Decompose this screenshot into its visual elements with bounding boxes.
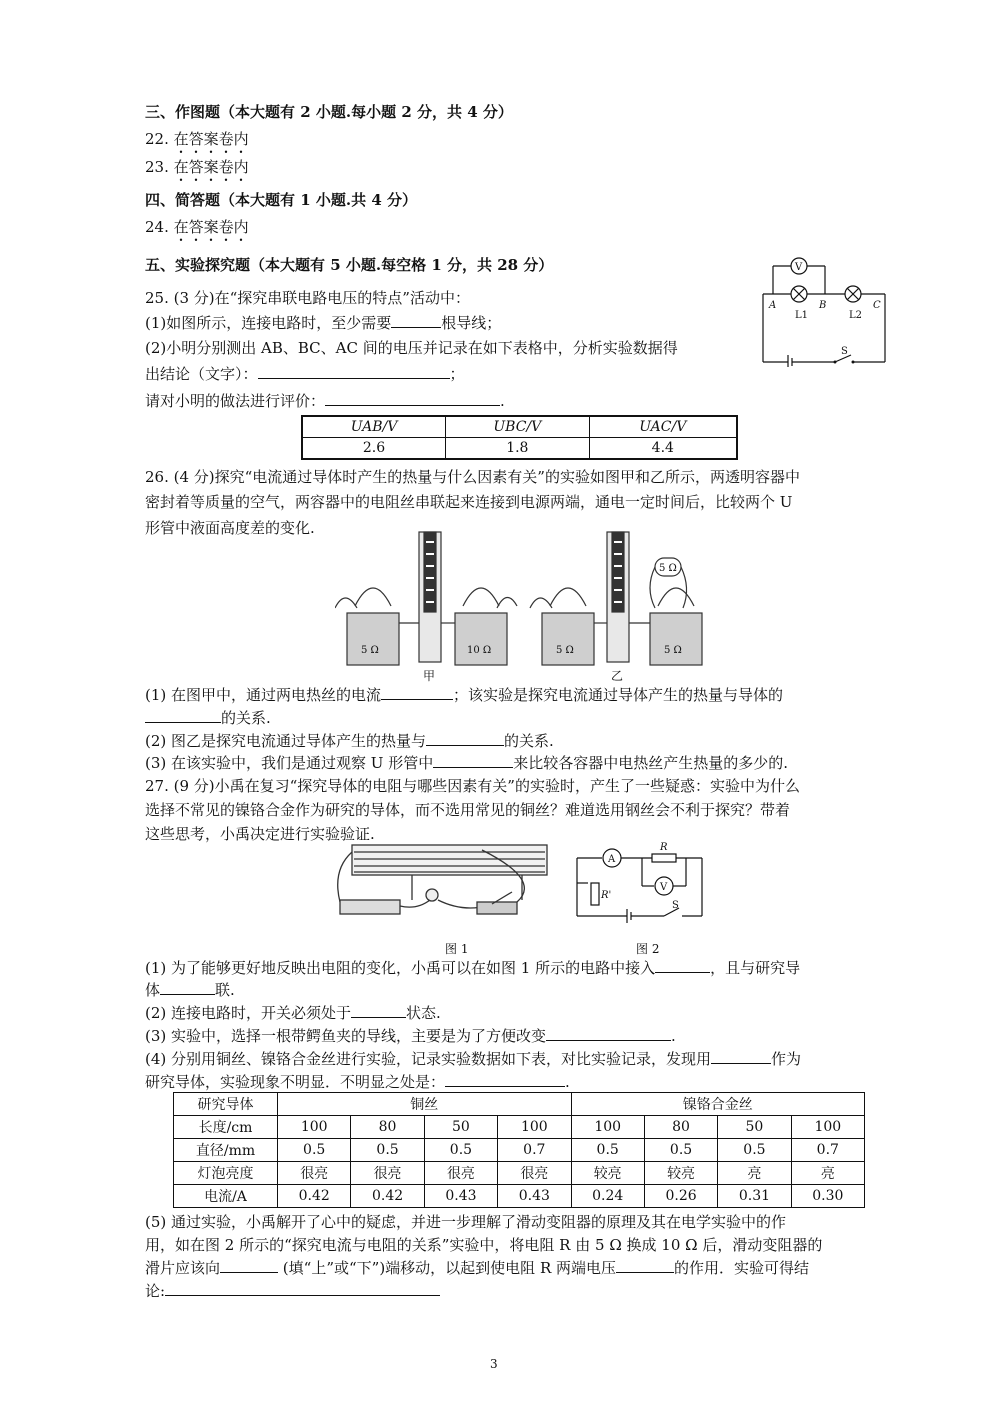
table-cell: 0.5 [571, 1139, 644, 1162]
table-cell: 亮 [718, 1162, 791, 1185]
q25-blank-2[interactable] [258, 364, 450, 379]
table-cell: 2.6 [302, 438, 446, 460]
table-cell: 0.30 [791, 1185, 864, 1208]
q27-blank-2[interactable] [160, 980, 215, 995]
q26-line2: 密封着等质量的空气，两容器中的电阻丝串联起来连接到电源两端，通电一定时间后，比较两个 U [145, 493, 793, 511]
table-cell: 很亮 [351, 1162, 424, 1185]
table-header: 镍铬合金丝 [571, 1093, 865, 1116]
svg-text:A: A [769, 300, 777, 311]
table-cell: 0.5 [718, 1139, 791, 1162]
table-cell: 0.26 [644, 1185, 717, 1208]
q27-figure-2-circuit [572, 838, 707, 923]
table-header: UAC/V [589, 416, 737, 438]
svg-text:S: S [672, 900, 679, 911]
table-cell: 0.7 [791, 1139, 864, 1162]
table-row [174, 1116, 865, 1139]
q25-line5: 请对小明的做法进行评价： . [145, 392, 505, 410]
table-cell: 很亮 [424, 1162, 497, 1185]
table-cell: 0.43 [424, 1185, 497, 1208]
svg-text:甲: 甲 [423, 669, 436, 683]
svg-text:5 Ω: 5 Ω [659, 563, 677, 574]
q27-part5-line3: 滑片应该向 (填“上”或“下”)端移动，以起到使电阻 R 两端电压 的作用．实验可得结 [145, 1259, 810, 1277]
q27-blank-3[interactable] [351, 1003, 406, 1018]
table-cell: 100 [571, 1116, 644, 1139]
q25-voltage-table [301, 415, 738, 460]
q26-apparatus-figure [335, 528, 715, 688]
table-cell: 0.42 [278, 1185, 351, 1208]
q26-blank-3[interactable] [426, 731, 504, 746]
q22: 22. 在答案卷内 [145, 130, 249, 148]
q27-part3: (3) 实验中，选择一根带鳄鱼夹的导线，主要是为了方便改变 . [145, 1027, 676, 1045]
table-cell: 较亮 [571, 1162, 644, 1185]
section-4-title: 四、简答题（本大题有 1 小题.共 4 分） [145, 191, 417, 209]
table-cell: 0.42 [351, 1185, 424, 1208]
q26-part1: (1) 在图甲中，通过两电热丝的电流 ；该实验是探究电流通过导体产生的热量与导体的 [145, 686, 784, 704]
q27-blank-7[interactable] [220, 1258, 278, 1273]
table-cell: 0.5 [351, 1139, 424, 1162]
svg-text:A: A [608, 854, 616, 865]
row-label: 长度/cm [174, 1116, 278, 1139]
table-header: 铜丝 [278, 1093, 572, 1116]
q25-line3: (2)小明分别测出 AB、BC、AC 间的电压并记录在如下表格中，分析实验数据得 [145, 339, 678, 357]
svg-text:L1: L1 [795, 310, 809, 321]
q27-blank-6[interactable] [445, 1072, 565, 1087]
q27-data-table [173, 1092, 865, 1208]
table-header: UAB/V [302, 416, 446, 438]
q27-blank-9[interactable] [165, 1281, 440, 1296]
q25-line4: 出结论（文字）： ； [145, 365, 465, 383]
q27-part1: (1) 为了能够更好地反映出电阻的变化，小禹可以在如图 1 所示的电路中接入 ，且与研究导 [145, 959, 801, 977]
svg-text:乙: 乙 [611, 669, 624, 683]
q23: 23. 在答案卷内 [145, 158, 249, 176]
table-cell: 0.31 [718, 1185, 791, 1208]
table-cell: 100 [791, 1116, 864, 1139]
table-row [174, 1139, 865, 1162]
table-cell: 0.43 [498, 1185, 571, 1208]
table-cell: 100 [278, 1116, 351, 1139]
table-header: 研究导体 [174, 1093, 278, 1116]
q27-figure-1 [332, 840, 552, 920]
q26-line1: 26. (4 分)探究“电流通过导体时产生的热量与什么因素有关”的实验如图甲和乙所示，两透明容器中 [145, 468, 800, 486]
q26-part1-cont: 的关系. [145, 708, 271, 728]
table-cell: 很亮 [278, 1162, 351, 1185]
table-cell: 0.5 [278, 1139, 351, 1162]
q27-figure-1-caption: 图 1 [445, 942, 469, 956]
table-cell: 80 [351, 1116, 424, 1139]
svg-text:R': R' [601, 890, 612, 901]
table-cell: 较亮 [644, 1162, 717, 1185]
q26-part3: (3) 在该实验中，我们是通过观察 U 形管中 来比较各容器中电热丝产生热量的多少的. [145, 754, 788, 772]
q26-blank-2[interactable] [145, 708, 221, 723]
row-label: 直径/mm [174, 1139, 278, 1162]
q27-part5-line1: (5) 通过实验，小禹解开了心中的疑虑，并进一步理解了滑动变阻器的原理及其在电学实验中的作 [145, 1213, 787, 1231]
q26-part2: (2) 图乙是探究电流通过导体产生的热量与 的关系. [145, 732, 554, 750]
q27-line1: 27. (9 分)小禹在复习“探究导体的电阻与哪些因素有关”的实验时，产生了一些疑惑：实验中为什么 [145, 777, 800, 795]
table-cell: 80 [644, 1116, 717, 1139]
table-cell: 0.7 [498, 1139, 571, 1162]
q24: 24. 在答案卷内 [145, 218, 249, 236]
q27-part4-cont: 研究导体，实验现象不明显．不明显之处是： . [145, 1073, 570, 1091]
q27-blank-8[interactable] [616, 1258, 674, 1273]
section-5-title: 五、实验探究题（本大题有 5 小题.每空格 1 分，共 28 分） [145, 256, 554, 274]
table-row [174, 1162, 865, 1185]
svg-text:R: R [660, 842, 668, 853]
q27-figure-2-caption: 图 2 [636, 942, 660, 956]
q25-blank-3[interactable] [325, 391, 500, 406]
row-label: 电流/A [174, 1185, 278, 1208]
svg-text:V: V [795, 262, 803, 273]
table-cell: 0.5 [424, 1139, 497, 1162]
q25-line2: (1)如图所示，连接电路时，至少需要 根导线； [145, 314, 502, 332]
table-cell: 0.24 [571, 1185, 644, 1208]
q27-part2: (2) 连接电路时，开关必须处于 状态. [145, 1004, 441, 1022]
svg-text:5 Ω: 5 Ω [361, 645, 379, 656]
q27-part1-cont: 体 联. [145, 981, 235, 999]
svg-text:10 Ω: 10 Ω [467, 645, 492, 656]
q27-blank-5[interactable] [711, 1049, 771, 1064]
q27-part5-line2: 用，如在图 2 所示的“探究电流与电阻的关系”实验中，将电阻 R 由 5 Ω 换成 10 Ω 后，滑动变阻器的 [145, 1236, 823, 1254]
q27-blank-1[interactable] [655, 958, 710, 973]
q27-line2: 选择不常见的镍铬合金作为研究的导体，而不选用常见的铜丝？难道选用钢丝会不利于探究？带着 [145, 801, 791, 819]
q27-part4: (4) 分别用铜丝、镍铬合金丝进行实验，记录实验数据如下表，对比实验记录，发现用 作为 [145, 1050, 802, 1068]
svg-text:C: C [873, 300, 881, 311]
row-label: 灯泡亮度 [174, 1162, 278, 1185]
q27-line3: 这些思考，小禹决定进行实验验证. [145, 825, 375, 843]
svg-text:S: S [841, 346, 848, 357]
table-cell: 4.4 [589, 438, 737, 460]
q27-part5-line4: 论: [145, 1281, 440, 1301]
table-row [174, 1185, 865, 1208]
q26-blank-1[interactable] [381, 685, 453, 700]
table-cell: 100 [498, 1116, 571, 1139]
table-cell: 50 [718, 1116, 791, 1139]
q26-blank-4[interactable] [433, 753, 513, 768]
table-cell: 亮 [791, 1162, 864, 1185]
table-cell: 很亮 [498, 1162, 571, 1185]
q25-circuit-diagram [755, 252, 895, 367]
table-cell: 0.5 [644, 1139, 717, 1162]
section-3-title: 三、作图题（本大题有 2 小题.每小题 2 分，共 4 分） [145, 103, 513, 121]
q26-line3: 形管中液面高度差的变化. [145, 519, 315, 537]
svg-text:5 Ω: 5 Ω [556, 645, 574, 656]
q25-line1: 25. (3 分)在“探究串联电路电压的特点”活动中： [145, 289, 470, 307]
svg-text:V: V [660, 882, 668, 893]
table-cell: 1.8 [446, 438, 590, 460]
svg-text:L2: L2 [849, 310, 863, 321]
svg-text:B: B [819, 300, 827, 311]
table-cell: 50 [424, 1116, 497, 1139]
svg-text:5 Ω: 5 Ω [664, 645, 682, 656]
table-header: UBC/V [446, 416, 590, 438]
page-number: 3 [490, 1357, 498, 1371]
q25-blank-1[interactable] [391, 313, 441, 328]
q27-blank-4[interactable] [546, 1026, 671, 1041]
